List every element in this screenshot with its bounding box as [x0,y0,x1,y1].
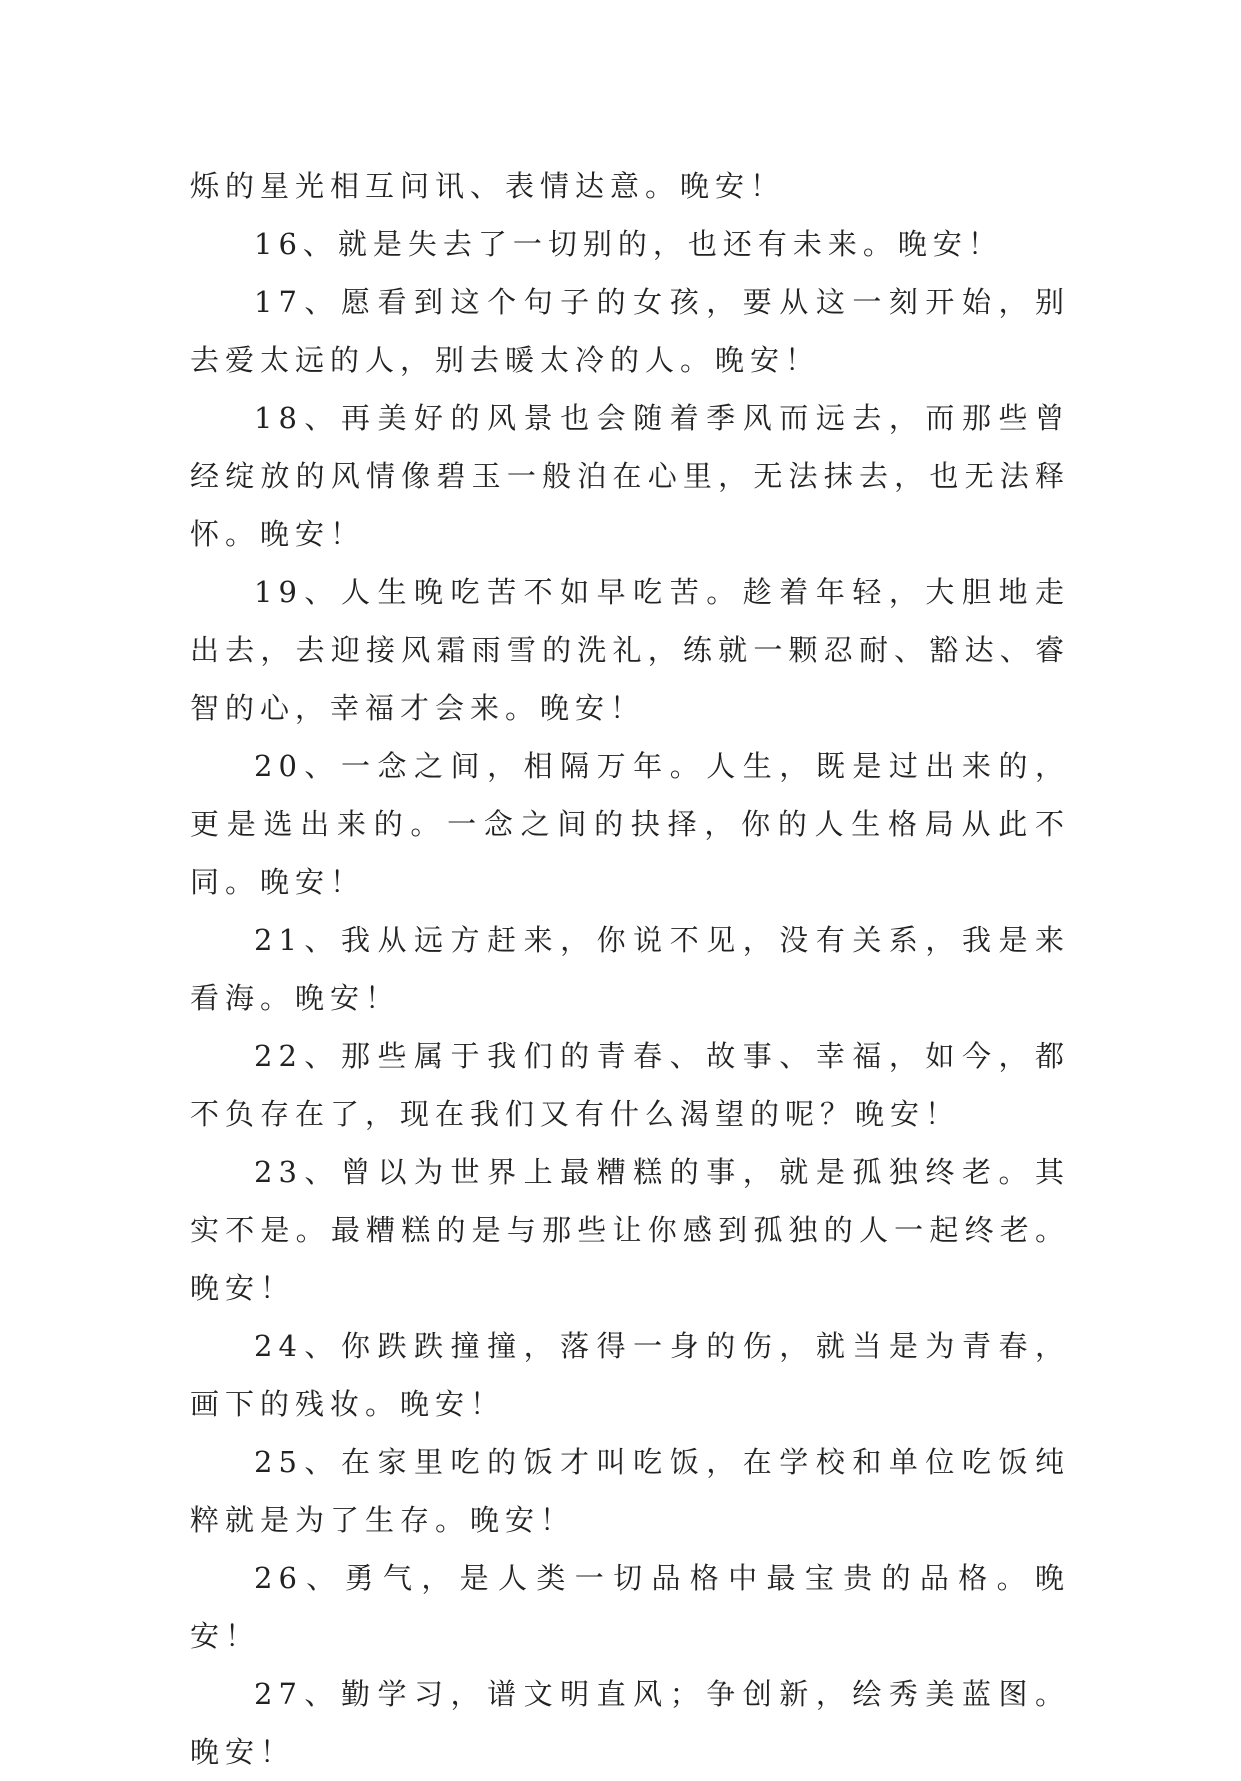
paragraph-21: 21、我从远方赶来，你说不见，没有关系，我是来看海。晚安！ [190,923,1070,1015]
paragraph-25: 25、在家里吃的饭才叫吃饭，在学校和单位吃饭纯粹就是为了生存。晚安！ [190,1445,1070,1537]
paragraph-23: 23、曾以为世界上最糟糕的事，就是孤独终老。其实不是。最糟糕的是与那些让你感到孤独的人一起终老。晚安！ [190,1155,1070,1305]
paragraph-20: 20、一念之间，相隔万年。人生，既是过出来的，更是选出来的。一念之间的抉择，你的人生格局从此不同。晚安！ [190,749,1070,899]
paragraph-17: 17、愿看到这个句子的女孩，要从这一刻开始，别去爱太远的人，别去暖太冷的人。晚安！ [190,285,1070,377]
paragraph-19: 19、人生晚吃苦不如早吃苦。趁着年轻，大胆地走出去，去迎接风霜雨雪的洗礼，练就一颗忍耐、豁达、睿智的心，幸福才会来。晚安！ [190,575,1070,725]
document-body [190,157,1070,1781]
paragraph-18: 18、再美好的风景也会随着季风而远去，而那些曾经绽放的风情像碧玉一般泊在心里，无法抹去，也无法释怀。晚安！ [190,401,1070,551]
paragraph-26: 26、勇气，是人类一切品格中最宝贵的品格。晚安！ [190,1561,1070,1653]
paragraph-continued: 烁的星光相互问讯、表情达意。晚安！ [190,169,786,203]
paragraph-22: 22、那些属于我们的青春、故事、幸福，如今，都不负存在了，现在我们又有什么渴望的呢？晚安！ [190,1039,1070,1131]
paragraph-27: 27、勤学习，谱文明直风；争创新，绘秀美蓝图。晚安！ [190,1677,1070,1769]
paragraph-16: 16、就是失去了一切别的，也还有未来。晚安！ [254,227,1003,261]
paragraph-24: 24、你跌跌撞撞，落得一身的伤，就当是为青春，画下的残妆。晚安！ [190,1329,1070,1421]
